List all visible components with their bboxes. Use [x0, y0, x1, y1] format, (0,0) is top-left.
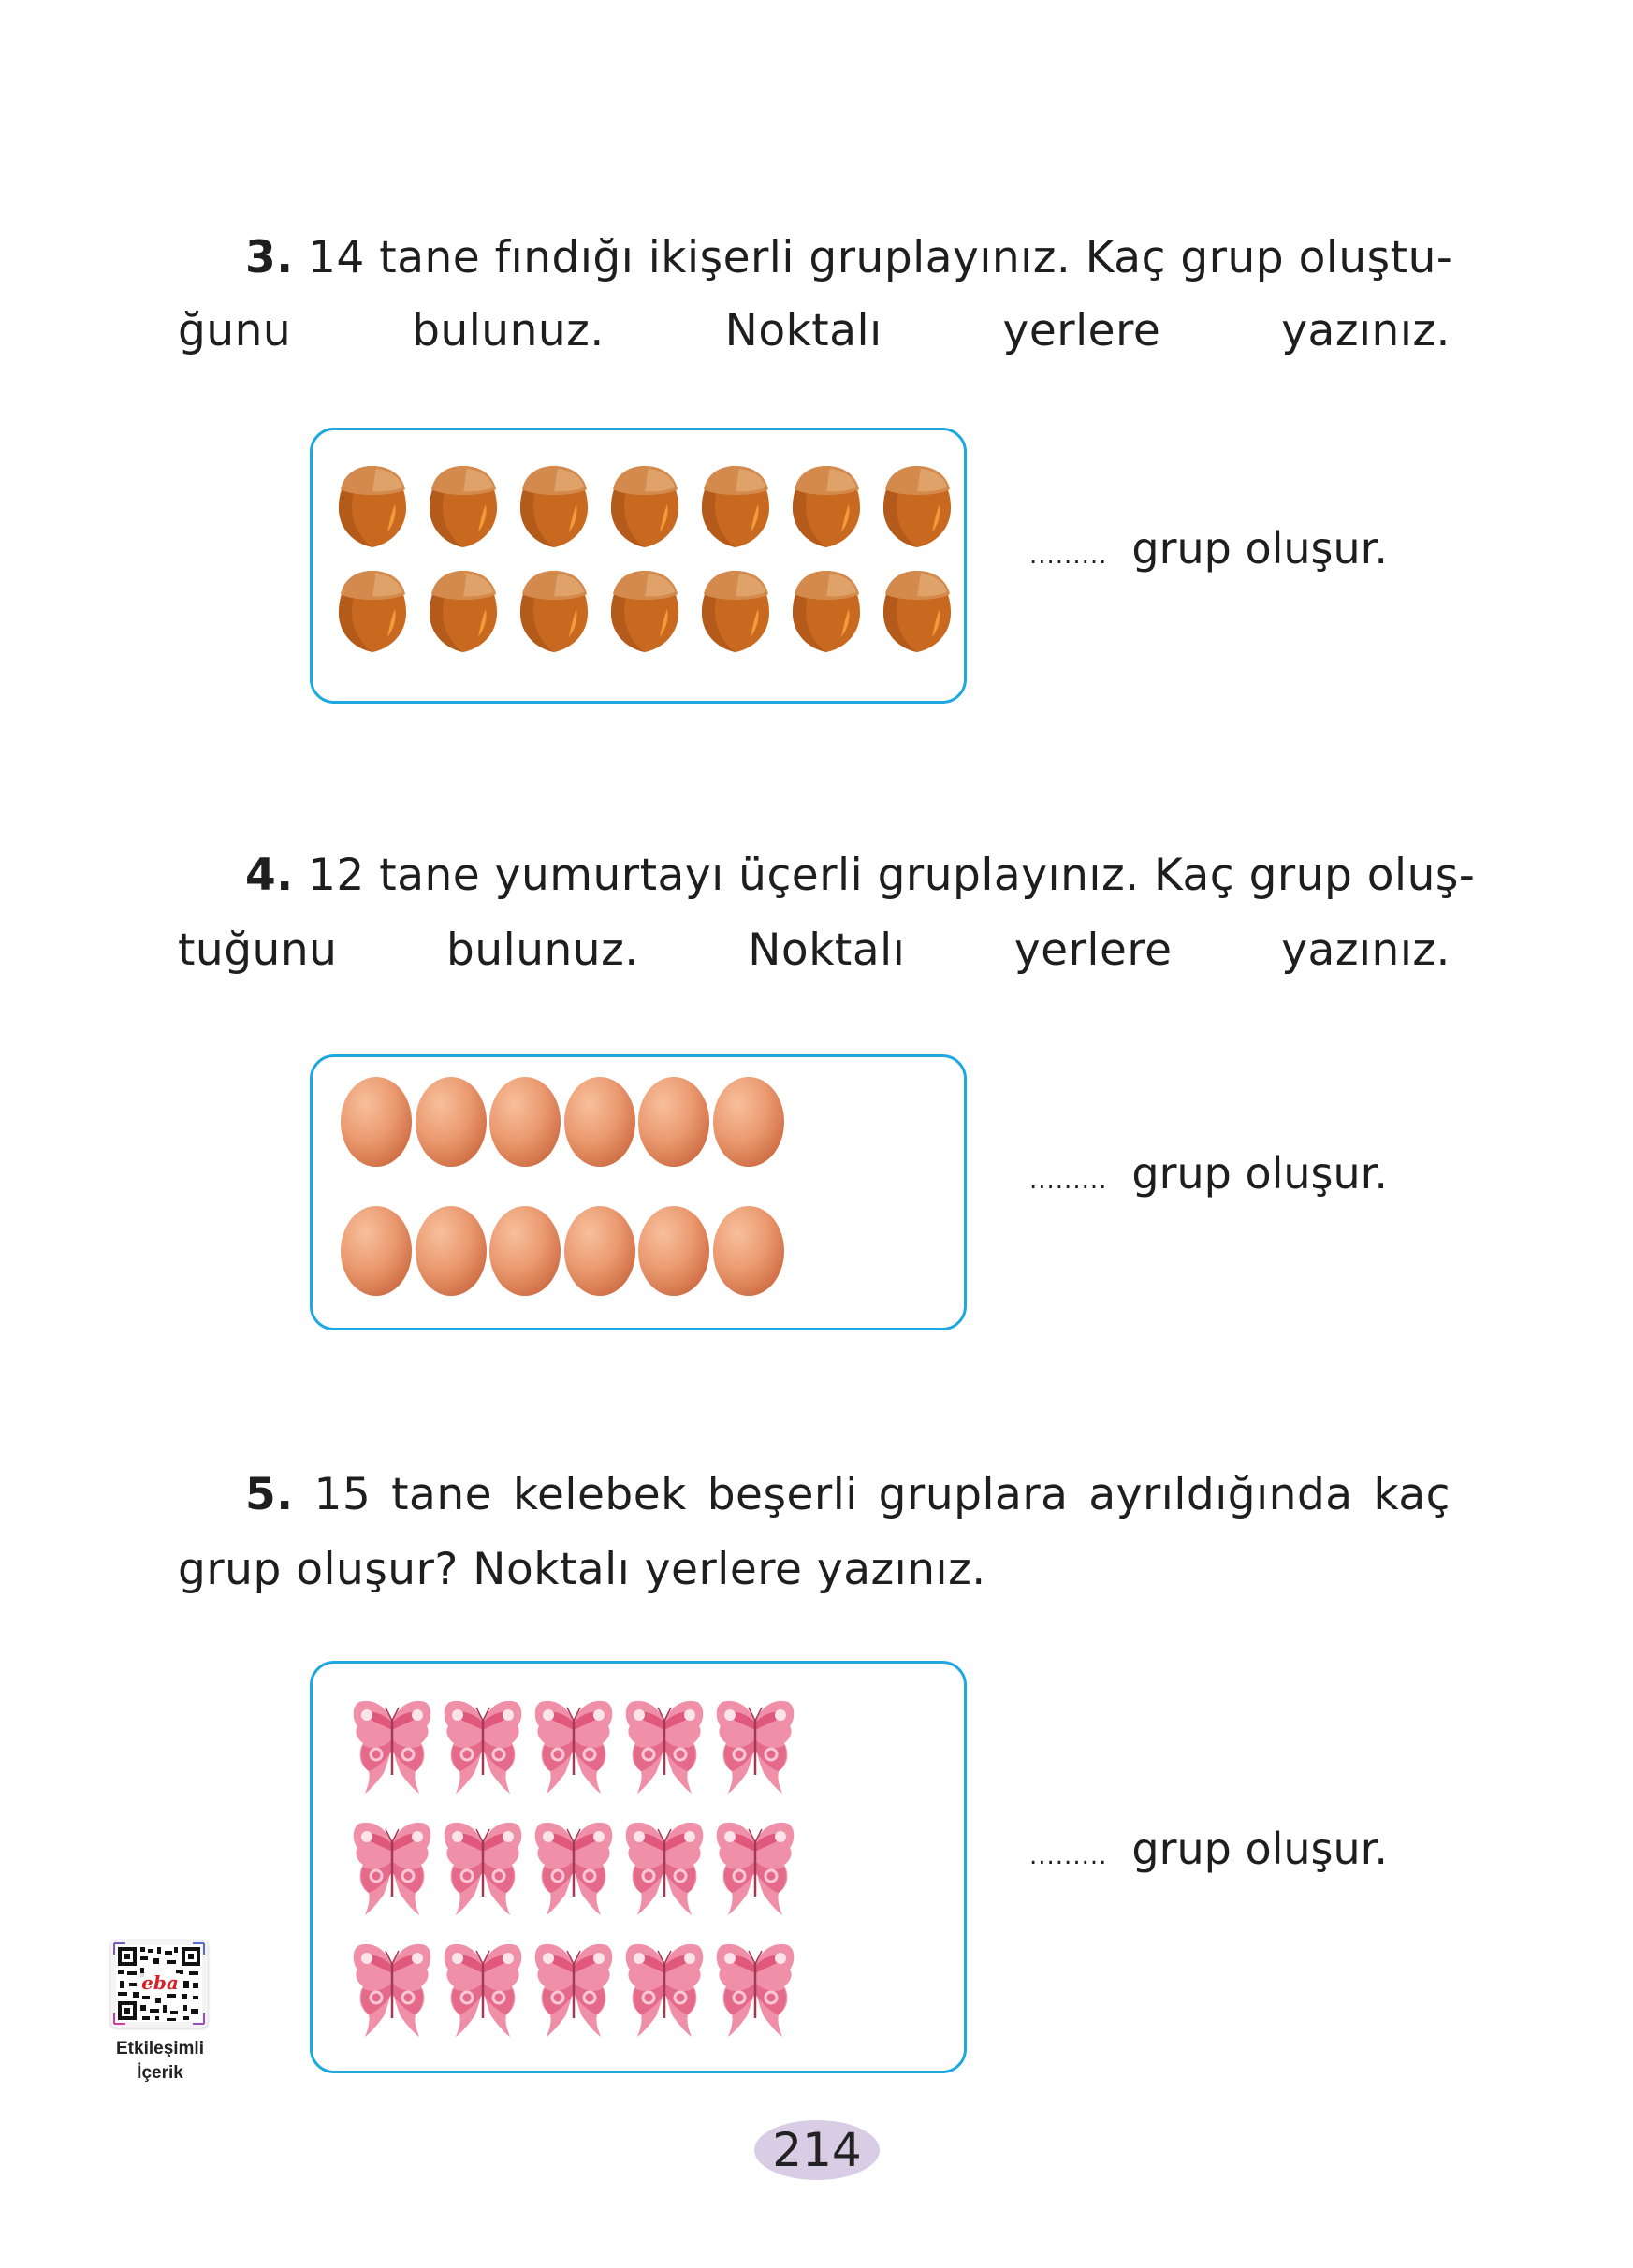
butterfly-icon: [713, 1694, 797, 1796]
butterfly-icon: [622, 1938, 707, 2039]
hazelnut-icon: [789, 568, 864, 654]
butterfly-box: [310, 1661, 967, 2073]
question-text: 14 tane fındığı ikişerli gruplayınız. Kaç grup oluştu-: [308, 232, 1453, 284]
answer-line-4[interactable]: [1029, 1147, 1388, 1207]
answer-blank[interactable]: .........: [1029, 1167, 1108, 1195]
question-text: 12 tane yumurtayı üçerli gruplayınız. Kaç grup oluş-: [308, 850, 1476, 901]
egg-icon: [414, 1204, 488, 1298]
butterfly-icon: [350, 1816, 434, 1917]
butterfly-icon: [713, 1938, 797, 2039]
hazelnut-icon: [335, 463, 410, 549]
answer-line-3[interactable]: [1029, 522, 1388, 582]
qr-label-line-1: Etkileşimli: [116, 2039, 204, 2058]
question-4-line-1: [245, 850, 1476, 902]
egg-icon: [562, 1075, 637, 1169]
hazelnut-icon: [607, 568, 682, 654]
hazelnut-icon: [517, 568, 591, 654]
egg-icon: [339, 1075, 414, 1169]
butterfly-icon: [441, 1938, 525, 2039]
butterfly-icon: [441, 1694, 525, 1796]
question-3-line-1: [245, 232, 1451, 284]
egg-box: [310, 1054, 967, 1330]
egg-icon: [488, 1204, 562, 1298]
question-number: 3.: [245, 232, 294, 284]
butterfly-icon: [532, 1816, 616, 1917]
butterfly-icon: [350, 1938, 434, 2039]
egg-icon: [636, 1204, 711, 1298]
question-4-line-2: tuğunu bulunuz. Noktalı yerlere yazınız.: [178, 924, 1451, 976]
egg-icon: [414, 1075, 488, 1169]
question-5-line-1: [245, 1469, 1451, 1521]
egg-icon: [636, 1075, 711, 1169]
question-number: 5.: [245, 1469, 294, 1520]
hazelnut-icon: [426, 463, 501, 549]
hazelnut-icon: [880, 568, 955, 654]
butterfly-icon: [622, 1694, 707, 1796]
hazelnut-icon: [880, 463, 955, 549]
butterfly-icon: [532, 1694, 616, 1796]
hazelnut-icon: [789, 463, 864, 549]
egg-icon: [339, 1204, 414, 1298]
question-number: 4.: [245, 850, 294, 901]
question-text: 15 tane kelebek beşerli gruplara ayrıldığında kaç: [313, 1469, 1451, 1520]
page-number-badge: [754, 2120, 880, 2180]
hazelnut-icon: [335, 568, 410, 654]
butterfly-icon: [713, 1816, 797, 1917]
answer-text: grup oluşur.: [1131, 1148, 1388, 1199]
question-5-line-2: grup oluşur? Noktalı yerlere yazınız.: [178, 1544, 986, 1595]
answer-text: grup oluşur.: [1131, 523, 1388, 574]
qr-code-icon: [110, 1940, 208, 2028]
egg-icon: [711, 1075, 786, 1169]
answer-blank[interactable]: .........: [1029, 1842, 1108, 1870]
question-3-line-2: ğunu bulunuz. Noktalı yerlere yazınız.: [178, 305, 1451, 356]
eba-logo-text: eba: [141, 1971, 179, 1994]
hazelnut-box: [310, 428, 967, 704]
hazelnut-icon: [607, 463, 682, 549]
hazelnut-icon: [426, 568, 501, 654]
butterfly-icon: [532, 1938, 616, 2039]
qr-label-line-2: İçerik: [137, 2063, 183, 2083]
hazelnut-icon: [698, 568, 773, 654]
butterfly-icon: [350, 1694, 434, 1796]
hazelnut-icon: [517, 463, 591, 549]
answer-text: grup oluşur.: [1131, 1824, 1388, 1874]
qr-code[interactable]: [110, 1940, 208, 2028]
egg-icon: [711, 1204, 786, 1298]
answer-blank[interactable]: .........: [1029, 542, 1108, 570]
hazelnut-icon: [698, 463, 773, 549]
egg-icon: [488, 1075, 562, 1169]
answer-line-5[interactable]: [1029, 1823, 1388, 1883]
butterfly-icon: [441, 1816, 525, 1917]
butterfly-icon: [622, 1816, 707, 1917]
page-number: 214: [772, 2123, 862, 2177]
egg-icon: [562, 1204, 637, 1298]
